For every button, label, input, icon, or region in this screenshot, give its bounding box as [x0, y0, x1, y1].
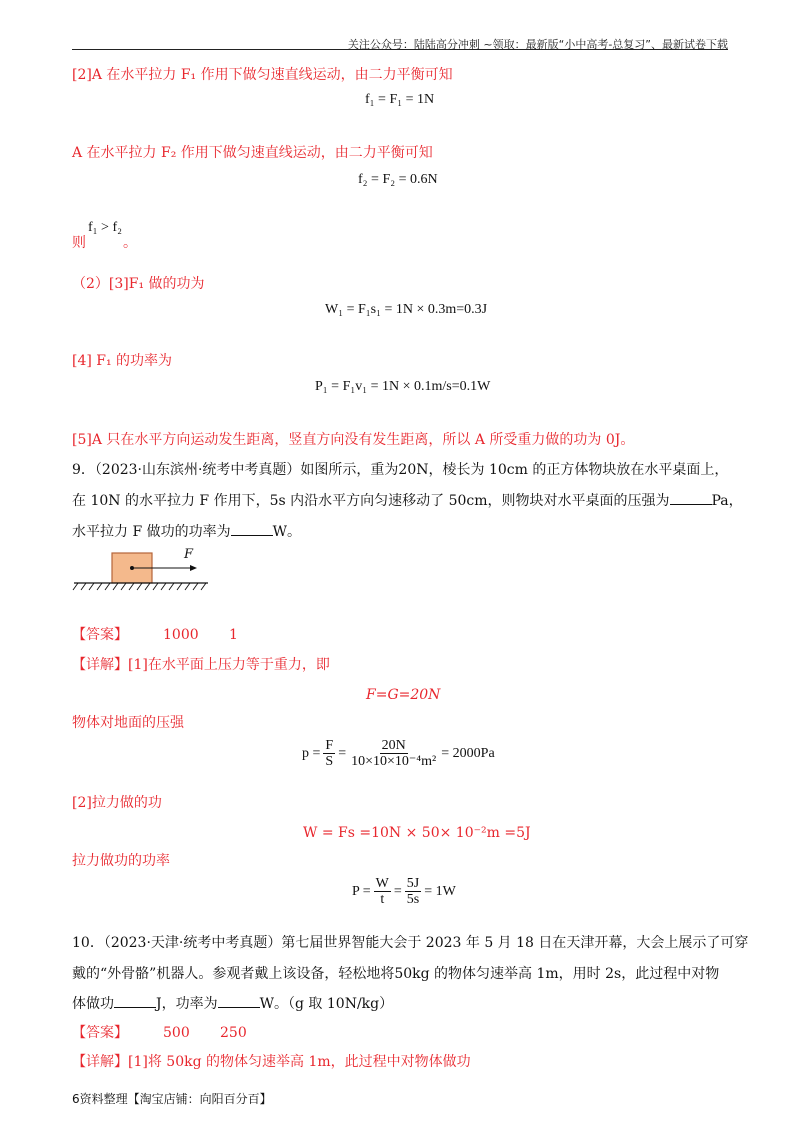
header-text: 关注公众号：陆陆高分冲刺 ~领取：最新版“小中高考-总复习”、最新试卷下载 — [347, 38, 728, 51]
q10-line-3-mid: J，功率为 — [156, 996, 218, 1012]
force-label: F — [184, 547, 194, 562]
answer-blank — [114, 995, 156, 1008]
solution-line-2: A 在水平拉力 F₂ 作用下做匀速直线运动，由二力平衡可知 — [72, 145, 433, 161]
then-label: 则 — [72, 235, 86, 251]
q10-line-3-end: W。（g 取 10N/kg） — [259, 996, 394, 1012]
equals-sign: = — [338, 745, 347, 761]
solution-line-3: （2）[3]F₁ 做的功为 — [72, 276, 205, 292]
q9-line-3-text: 水平拉力 F 做功的功率为 — [72, 524, 231, 540]
q10-answer-1: 500 — [163, 1025, 190, 1041]
solution-line-1: [2]A 在水平拉力 F₁ 作用下做匀速直线运动，由二力平衡可知 — [72, 67, 453, 83]
q10-answer-2: 250 — [220, 1025, 247, 1041]
frac-numerator: W — [375, 876, 389, 891]
then-end: 。 — [123, 235, 137, 251]
q9-line-2 — [72, 492, 743, 510]
power-lhs: P = — [352, 883, 371, 899]
footer-text: 资料整理【淘宝店铺：向阳百分百】 — [79, 1092, 272, 1106]
equation-f2: f₂ = F₂ = 0.6N — [358, 172, 438, 187]
q10-line-1: 10．（2023·天津·统考中考真题）第七届世界智能大会于 2023 年 5 月 18 日在天津开幕，大会上展示了可穿 — [72, 935, 749, 951]
q10-line-3 — [72, 995, 393, 1013]
q10-answer-label: 【答案】 — [72, 1025, 128, 1041]
frac-numerator: F — [325, 738, 334, 753]
q10-detail-line-1 — [72, 1053, 471, 1071]
q10-line-2: 戴的“外骨骼”机器人。参观者戴上该设备，轻松地将50kg 的物体匀速举高 1m，用时 2s，此过程中对物 — [72, 966, 720, 982]
frac-denominator: 5s — [406, 892, 420, 907]
equation-work-q9: W = Fs =10N × 50× 10⁻²m =5J — [303, 825, 531, 841]
q9-line-1: 9．（2023·山东滨州·统考中考真题）如图所示，重为20N，棱长为 10cm 的正方体物块放在水平桌面上， — [72, 462, 729, 478]
pressure-rhs: = 2000Pa — [441, 745, 495, 761]
q9-answer-2: 1 — [229, 627, 238, 643]
power-rhs: = 1W — [424, 883, 456, 899]
answer-blank — [218, 995, 260, 1008]
q9-answer-1: 1000 — [163, 627, 199, 643]
q9-detail-line-3: [2]拉力做的功 — [72, 795, 162, 811]
equation-power: P₁ = F₁v₁ = 1N × 0.1m/s=0.1W — [315, 379, 491, 394]
fraction-5j-over-5s — [405, 876, 421, 907]
equation-work: W₁ = F₁s₁ = 1N × 0.3m=0.3J — [325, 302, 488, 317]
frac-denominator: 10×10×10⁻⁴m² — [351, 754, 437, 769]
page-header — [72, 36, 728, 50]
q9-line-2-unit: Pa， — [711, 493, 743, 509]
q9-detail-line-2: 物体对地面的压强 — [72, 715, 184, 731]
equation-f1: f₁ = F₁ = 1N — [365, 92, 435, 107]
q10-detail-text-1: [1]将 50kg 的物体匀速举高 1m，此过程中对物体做功 — [128, 1054, 471, 1070]
equation-pressure — [302, 738, 495, 769]
equation-fg: F=G=20N — [366, 687, 441, 703]
q10-line-3-text: 体做功 — [72, 996, 114, 1012]
table-hatching — [73, 583, 206, 590]
answer-blank — [670, 492, 712, 505]
frac-denominator: t — [380, 892, 385, 907]
equation-compare: f₁ > f₂ — [88, 220, 122, 235]
fraction-w-over-t — [374, 876, 391, 907]
q9-detail-text-1: [1]在水平面上压力等于重力，即 — [128, 657, 330, 673]
frac-denominator: S — [325, 754, 334, 769]
answer-blank — [231, 523, 273, 536]
solution-line-5: [5]A 只在水平方向运动发生距离，竖直方向没有发生距离，所以 A 所受重力做的功为 0J。 — [72, 432, 635, 448]
equation-power-q9 — [352, 876, 456, 907]
q9-detail-label: 【详解】 — [72, 657, 128, 673]
q10-detail-label: 【详解】 — [72, 1054, 128, 1070]
fraction-f-over-s — [323, 738, 335, 769]
pressure-lhs: p = — [302, 745, 321, 761]
q9-detail-line-4: 拉力做功的功率 — [72, 853, 170, 869]
q9-line-2-text: 在 10N 的水平拉力 F 作用下，5s 内沿水平方向匀速移动了 50cm，则物块对水平桌面的压强为 — [72, 493, 670, 509]
page-footer — [72, 1090, 272, 1107]
page-number: 6 — [72, 1092, 80, 1106]
solution-line-4: [4] F₁ 的功率为 — [72, 353, 173, 369]
frac-numerator: 5J — [406, 876, 420, 891]
q9-line-3-unit: W。 — [272, 524, 302, 540]
q9-answer-label: 【答案】 — [72, 627, 128, 643]
equals-sign: = — [393, 883, 402, 899]
frac-numerator: 20N — [381, 738, 406, 753]
q9-line-3 — [72, 523, 301, 541]
q9-figure — [72, 545, 212, 595]
force-arrow-head — [190, 565, 197, 571]
fraction-values — [349, 738, 438, 769]
q9-detail-line-1 — [72, 656, 330, 674]
